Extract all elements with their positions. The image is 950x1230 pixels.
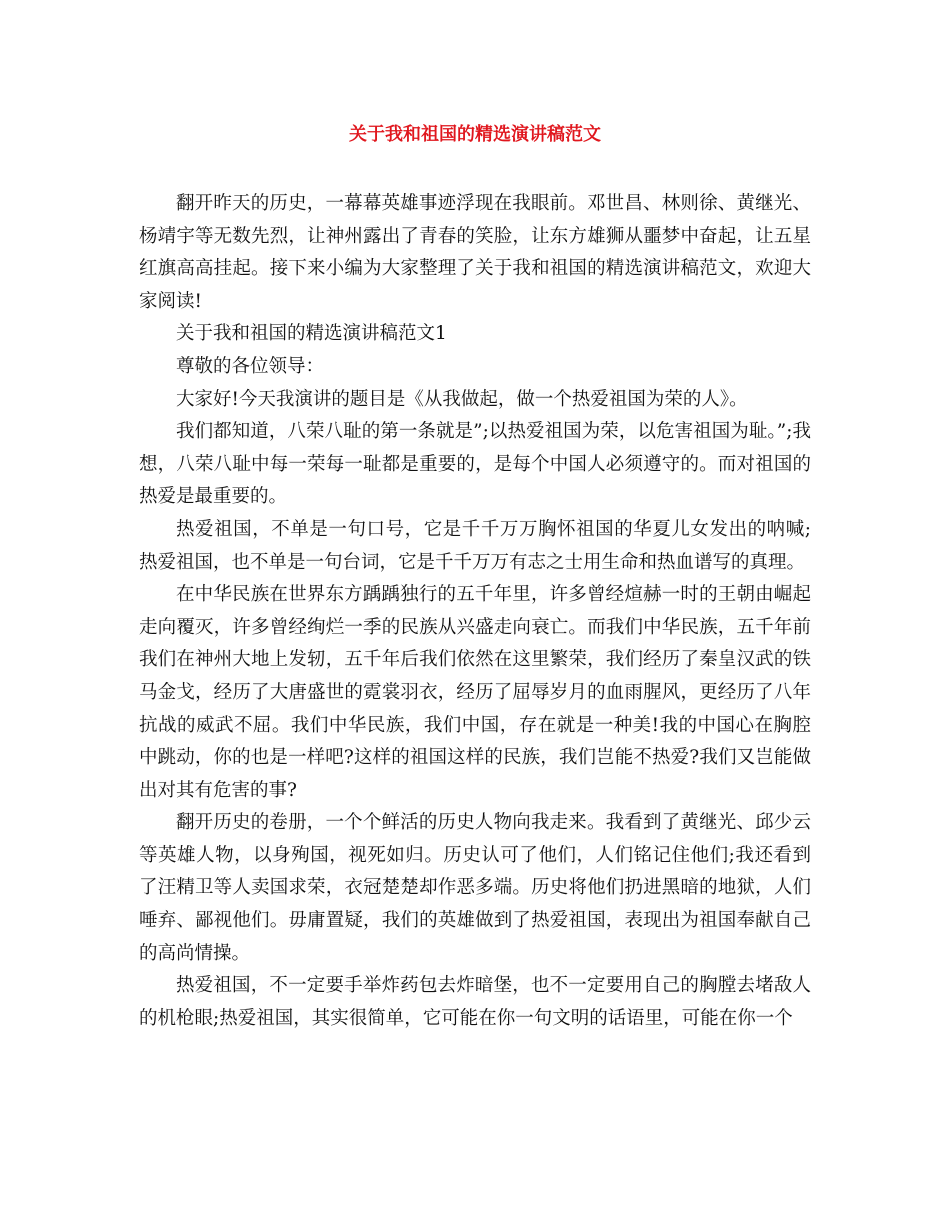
paragraph-body: 在中华民族在世界东方踽踽独行的五千年里，许多曾经煊赫一时的王朝由崛起走向覆灭，许多曾经绚烂一季的民族从兴盛走向衰亡。而我们中华民族，五千年前我们在神州大地上发轫，五千年后我们依然在这里繁荣，我们经历了秦皇汉武的铁马金戈，经历了大唐盛世的霓裳羽衣，经历了屈辱岁月的血雨腥风，更经历了八年抗战的威武不屈。我们中华民族，我们中国，存在就是一种美!我的中国心在胸腔中跳动，你的也是一样吧?这样的祖国这样的民族，我们岂能不热爱?我们又岂能做出对其有危害的事? [139,584,812,801]
paragraph-body: 热爱祖国，不单是一句口号，它是千千万万胸怀祖国的华夏儿女发出的呐喊;热爱祖国，也不单是一句台词，它是千千万万有志之士用生命和热血谱写的真理。 [139,518,811,573]
paragraph-body: 热爱祖国，不一定要手举炸药包去炸暗堡，也不一定要用自己的胸膛去堵敌人的机枪眼;热爱祖国，其实很简单，它可能在你一句文明的话语里，可能在你一个 [139,975,811,1029]
paragraph-intro: 翻开昨天的历史，一幕幕英雄事迹浮现在我眼前。邓世昌、林则徐、黄继光、杨靖宇等无数先烈，让神州露出了青春的笑脸，让东方雄狮从噩梦中奋起，让五星红旗高高挂起。接下来小编为大家整理了关于我和祖国的精选演讲稿范文，欢迎大家阅读! [139,193,811,312]
document-title: 关于我和祖国的精选演讲稿范文 [349,124,601,145]
document-body [139,188,811,1035]
paragraph-body: 我们都知道，八荣八耻的第一条就是”;以热爱祖国为荣，以危害祖国为耻。”;我想，八荣八耻中每一荣每一耻都是重要的，是每个中国人必须遵守的。而对祖国的热爱是最重要的。 [139,421,811,508]
paragraph-body: 翻开历史的卷册，一个个鲜活的历史人物向我走来。我看到了黄继光、邱少云等英雄人物，以身殉国，视死如归。历史认可了他们，人们铭记住他们;我还看到了汪精卫等人卖国求荣，衣冠楚楚却作恶多端。历史将他们扔进黑暗的地狱，人们唾弃、鄙视他们。毋庸置疑，我们的英雄做到了热爱祖国，表现出为祖国奉献自己的高尚情操。 [139,812,811,964]
paragraph-greeting: 大家好!今天我演讲的题目是《从我做起，做一个热爱祖国为荣的人》。 [176,388,748,410]
paragraph-section-heading: 关于我和祖国的精选演讲稿范文1 [176,323,447,345]
paragraph-salutation: 尊敬的各位领导： [176,355,325,377]
